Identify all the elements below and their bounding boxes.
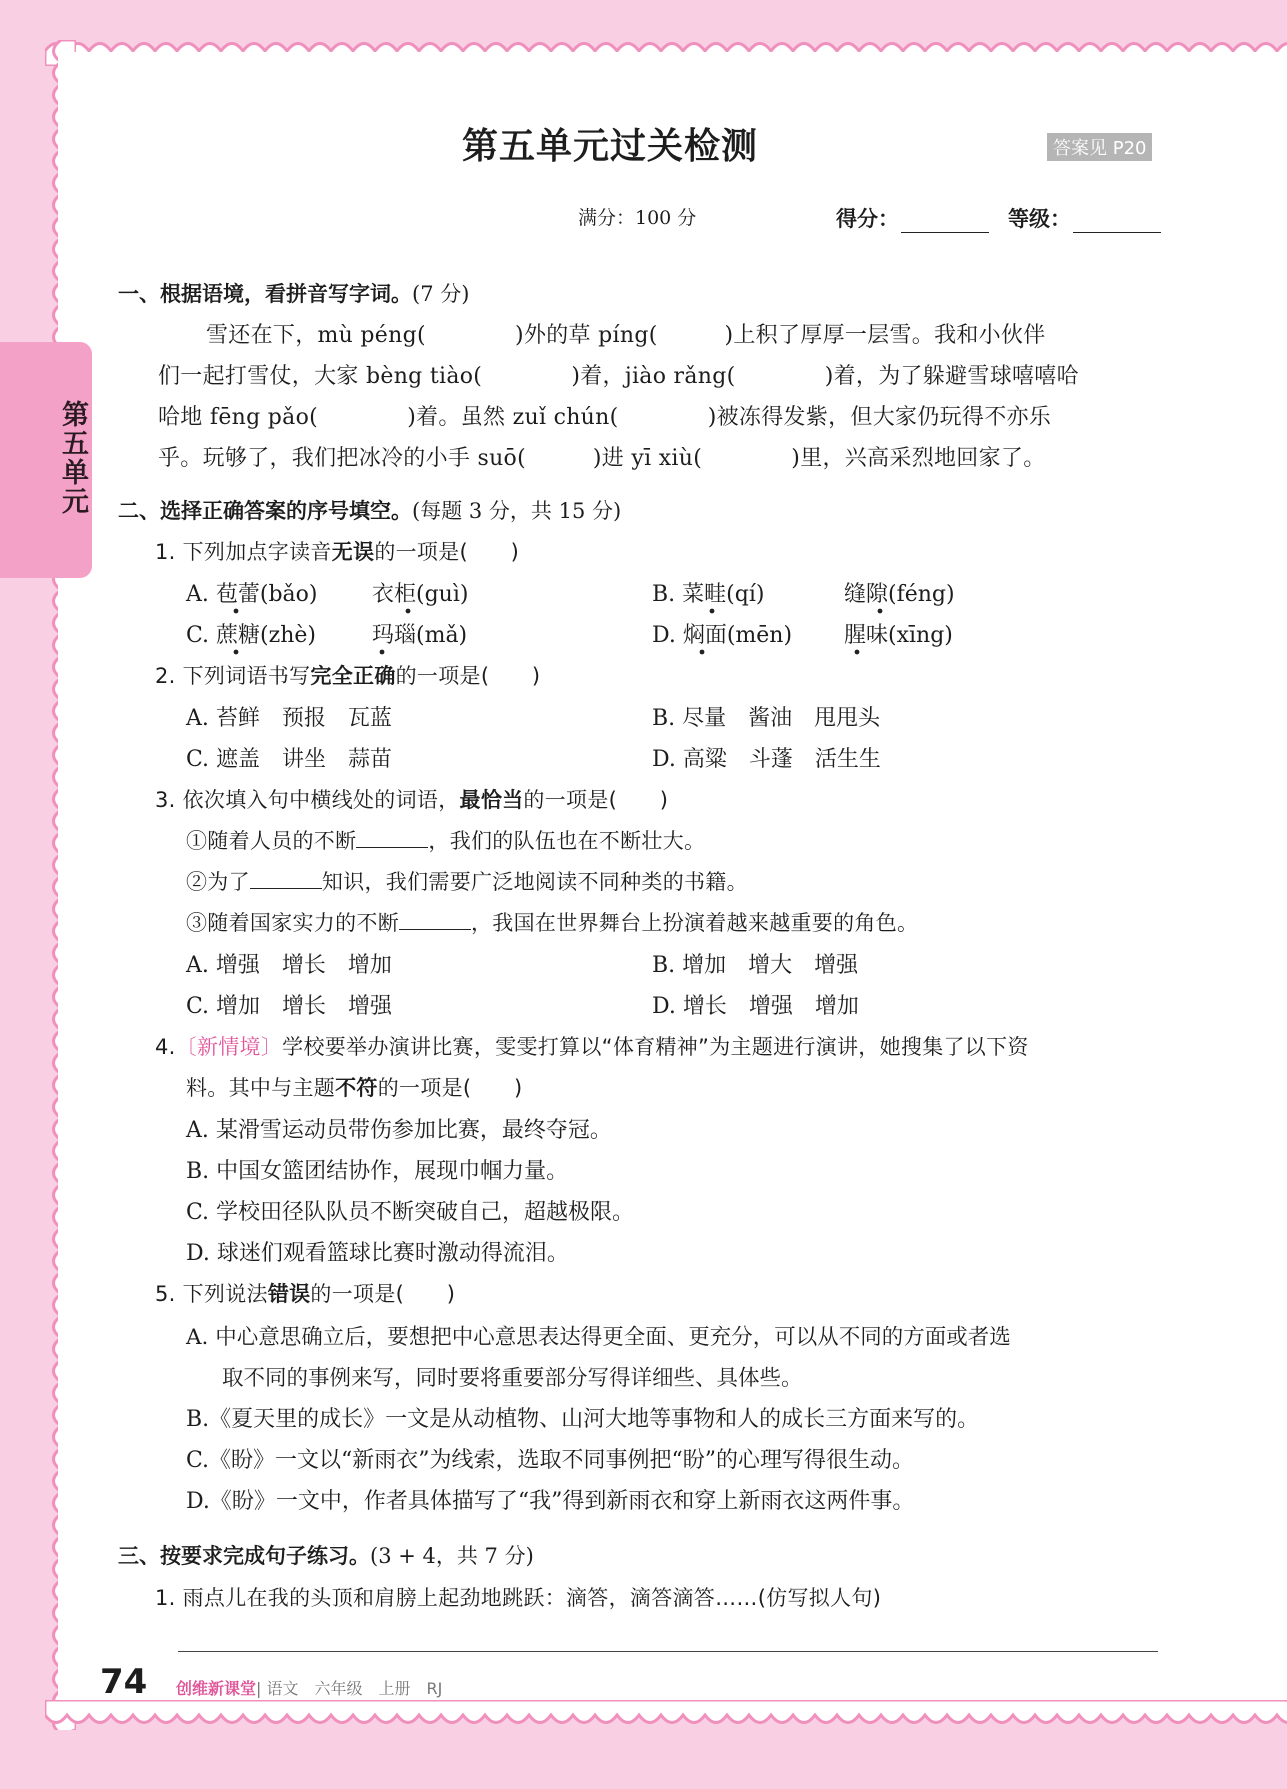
q3-option-c[interactable]: C. 增加 增长 增强 [186,994,393,1019]
question-2-4: 4.〔新情境〕学校要举办演讲比赛，雯雯打算以“体育精神”为主题进行演讲，她搜集了以下资 [155,1035,1029,1059]
section2-heading: 二、选择正确答案的序号填空。(每题 3 分，共 15 分) [118,499,622,523]
question-2-4-cont: 料。其中与主题不符的一项是( ) [186,1076,523,1100]
q1-option-c-2: 玛瑙(mǎ) [372,623,468,648]
full-score: 满分：100 分 [578,207,697,229]
footer-rule [178,1651,1158,1652]
q5-option-a-cont: 取不同的事例来写，同时要将重要部分写得详细些、具体些。 [222,1366,803,1391]
answer-reference-badge: 答案见 P20 [1047,133,1152,161]
fill-blank[interactable] [399,911,471,930]
q2-option-d[interactable]: D. 高粱 斗蓬 活生生 [652,747,881,772]
fill-blank[interactable] [250,870,322,889]
q4-option-b[interactable]: B. 中国女篮团结协作，展现巾帼力量。 [186,1159,569,1184]
grade-blank[interactable] [1073,212,1161,233]
q3-sentence-2: ②为了 知识，我们需要广泛地阅读不同种类的书籍。 [186,870,748,894]
q3-option-a[interactable]: A. 增强 增长 增加 [186,953,392,978]
q1-option-d[interactable]: D. 焖面(mēn) [652,623,793,648]
q4-option-c[interactable]: C. 学校田径队队员不断突破自己，超越极限。 [186,1200,635,1225]
section1-line-4: 乎。玩够了，我们把冰冷的小手 suō( )进 yī xiù( )里，兴高采烈地回家了。 [158,446,1046,471]
q3-option-d[interactable]: D. 增长 增强 增加 [652,994,859,1019]
page-number: 74 [100,1662,148,1702]
section3-heading: 三、按要求完成句子练习。(3 + 4，共 7 分) [118,1544,534,1568]
q3-option-b[interactable]: B. 增加 增大 增强 [652,953,859,978]
score-blank[interactable] [901,212,989,233]
footer-info: 创维新课堂| 语文 六年级 上册 RJ [176,1679,443,1698]
fill-blank[interactable] [356,829,428,848]
q1-option-a[interactable]: A. 苞蕾(bǎo) [186,582,318,607]
q4-option-a[interactable]: A. 某滑雪运动员带伤参加比赛，最终夺冠。 [186,1118,612,1143]
question-2-1: 1. 下列加点字读音无误的一项是( ) [155,540,520,564]
bottom-wavy-border [45,1700,1287,1730]
question-3-1: 1. 雨点儿在我的头顶和肩膀上起劲地跳跃：滴答，滴答滴答……(仿写拟人句) [155,1586,882,1610]
brand-name: 创维新课堂 [176,1679,257,1698]
section1-line-2: 们一起打雪仗，大家 bèng tiào( )着，jiào rǎng( )着，为了躲避雪球嘻嘻哈 [158,364,1079,389]
q1-option-c[interactable]: C. 蔗糖(zhè) [186,623,316,648]
grade-label: 等级： [1008,207,1071,231]
q1-option-b-2: 缝隙(féng) [844,582,955,607]
grade-field[interactable] [1008,203,1161,233]
q2-option-c[interactable]: C. 遮盖 讲坐 蒜苗 [186,747,393,772]
new-context-tag: 〔新情境〕 [175,1035,283,1059]
score-label: 得分： [836,207,899,231]
q5-option-c[interactable]: C.《盼》一文以“新雨衣”为线索，选取不同事例把“盼”的心理写得很生动。 [186,1448,915,1473]
q5-option-d[interactable]: D.《盼》一文中，作者具体描写了“我”得到新雨衣和穿上新雨衣这两件事。 [186,1489,915,1514]
question-2-3: 3. 依次填入句中横线处的词语，最恰当的一项是( ) [155,788,669,812]
q3-sentence-1: ①随着人员的不断 ，我们的队伍也在不断壮大。 [186,829,706,853]
q5-option-a[interactable]: A. 中心意思确立后，要想把中心意思表达得更全面、更充分，可以从不同的方面或者选 [186,1325,1011,1350]
score-field[interactable] [836,203,989,233]
question-2-2: 2. 下列词语书写完全正确的一项是( ) [155,664,541,688]
side-tab-label: 第五单元 [57,400,88,516]
q4-option-d[interactable]: D. 球迷们观看篮球比赛时激动得流泪。 [186,1241,569,1266]
q2-option-b[interactable]: B. 尽量 酱油 甩甩头 [652,706,881,731]
section1-heading: 一、根据语境，看拼音写字词。(7 分) [118,282,470,306]
section1-line-1: 雪还在下，mù péng( )外的草 píng( )上积了厚厚一层雪。我和小伙伴 [206,323,1046,348]
q1-option-b[interactable]: B. 菜畦(qí) [652,582,765,607]
page-title: 第五单元过关检测 [461,126,758,167]
question-2-5: 5. 下列说法错误的一项是( ) [155,1282,456,1306]
q5-option-b[interactable]: B.《夏天里的成长》一文是从动植物、山河大地等事物和人的成长三方面来写的。 [186,1407,980,1432]
q1-option-d-2: 腥味(xīng) [844,623,953,648]
section1-line-3: 哈地 fēng pǎo( )着。虽然 zuǐ chún( )被冻得发紫，但大家仍玩得不亦乐 [158,405,1052,430]
q1-option-a-2: 衣柜(guì) [372,582,469,607]
q3-sentence-3: ③随着国家实力的不断 ，我国在世界舞台上扮演着越来越重要的角色。 [186,911,919,935]
q2-option-a[interactable]: A. 苔鲜 预报 瓦蓝 [186,706,392,731]
